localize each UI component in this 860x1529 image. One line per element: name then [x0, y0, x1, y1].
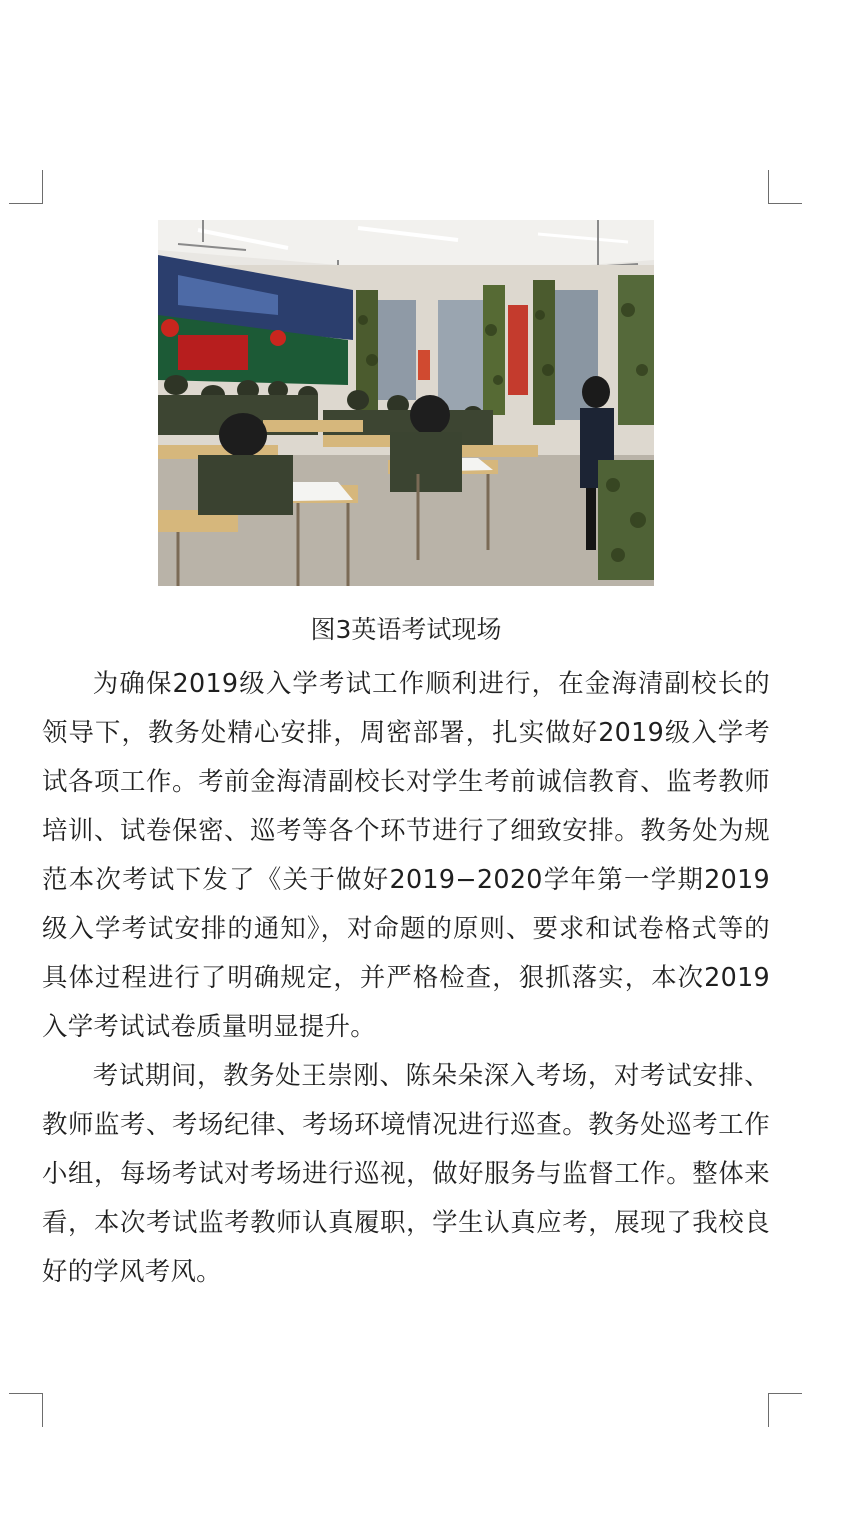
corner-mark-top-left: [9, 170, 43, 204]
paragraph: 为确保2019级入学考试工作顺利进行，在金海清副校长的领导下，教务处精心安排，周密部署，扎实做好2019级入学考试各项工作。考前金海清副校长对学生考前诚信教育、监考教师培训、试卷保密、巡考等各个环节进行了细致安排。教务处为规范本次考试下发了《关于做好2019−2020学年第一学期2019级入学考试安排的通知》，对命题的原则、要求和试卷格式等的具体过程进行了明确规定，并严格检查，狠抓落实，本次2019入学考试试卷质量明显提升。: [42, 668, 770, 1041]
corner-mark-bottom-right: [768, 1393, 802, 1427]
corner-mark-bottom-left: [9, 1393, 43, 1427]
figure-caption: 图3英语考试现场: [310, 615, 502, 644]
corner-mark-top-right: [768, 170, 802, 204]
paragraph: 考试期间，教务处王崇刚、陈朵朵深入考场，对考试安排、教师监考、考场纪律、考场环境情况进行巡查。教务处巡考工作小组，每场考试对考场进行巡视，做好服务与监督工作。整体来看，本次考试监考教师认真履职，学生认真应考，展现了我校良好的学风考风。: [42, 1060, 770, 1286]
article-body: [42, 659, 770, 1296]
exam-classroom-photo: [158, 220, 654, 586]
